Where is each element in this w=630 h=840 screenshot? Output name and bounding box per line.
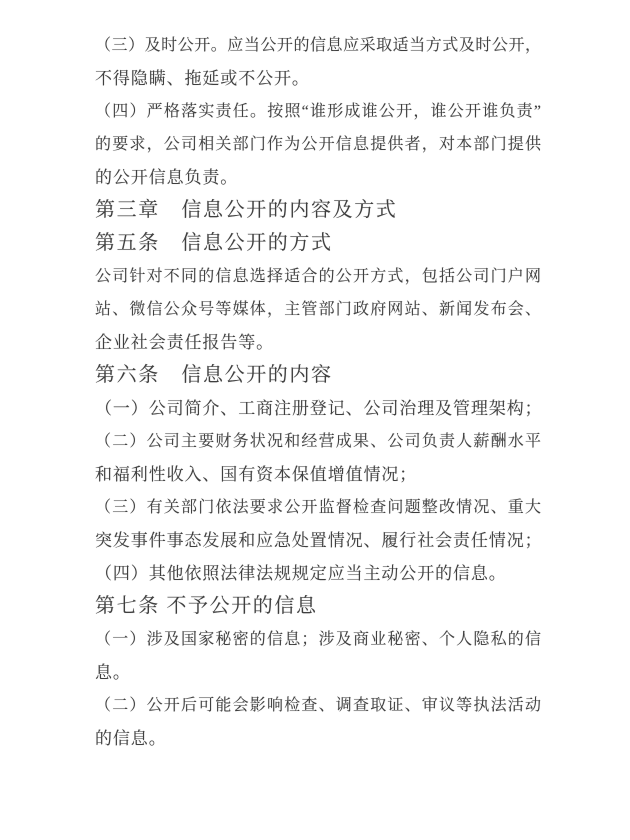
text-line: （三）及时公开。应当公开的信息应采取适当方式及时公开， [95, 37, 541, 54]
text-line: 不得隐瞒、拖延或不公开。 [95, 69, 310, 88]
document-text-block [95, 29, 541, 755]
article-heading: 第五条 信息公开的方式 [95, 232, 333, 254]
text-line: 企业社会责任报告等。 [95, 333, 274, 352]
text-line: 息。 [95, 663, 131, 682]
text-line: （一）涉及国家秘密的信息；涉及商业秘密、个人隐私的信 [95, 631, 541, 648]
text-line: 公司针对不同的信息选择适合的公开方式，包括公司门户网 [95, 268, 541, 285]
text-line: 的公开信息负责。 [95, 168, 239, 187]
text-line: （四）其他依照法律法规规定应当主动公开的信息。 [95, 564, 507, 583]
article-heading: 第七条 不予公开的信息 [95, 595, 318, 617]
text-line: （三）有关部门依法要求公开监督检查问题整改情况、重大 [95, 499, 541, 516]
text-line: 的信息。 [95, 729, 167, 748]
text-line: 的要求，公司相关部门作为公开信息提供者，对本部门提供 [95, 136, 541, 153]
chapter-heading: 第三章 信息公开的内容及方式 [95, 199, 398, 221]
text-line: 和福利性收入、国有资本保值增值情况； [95, 465, 418, 484]
text-line: 突发事件事态发展和应急处置情况、履行社会责任情况； [95, 531, 543, 550]
text-line: （二）公开后可能会影响检查、调查取证、审议等执法活动 [95, 697, 541, 714]
text-line: （四）严格落实责任。按照“谁形成谁公开，谁公开谁负责” [95, 103, 541, 120]
text-line: （二）公司主要财务状况和经营成果、公司负责人薪酬水平 [95, 433, 541, 450]
article-heading: 第六条 信息公开的内容 [95, 364, 333, 386]
text-line: 站、微信公众号等媒体，主管部门政府网站、新闻发布会、 [95, 301, 541, 318]
text-line: （一）公司简介、工商注册登记、公司治理及管理架构； [95, 399, 543, 418]
